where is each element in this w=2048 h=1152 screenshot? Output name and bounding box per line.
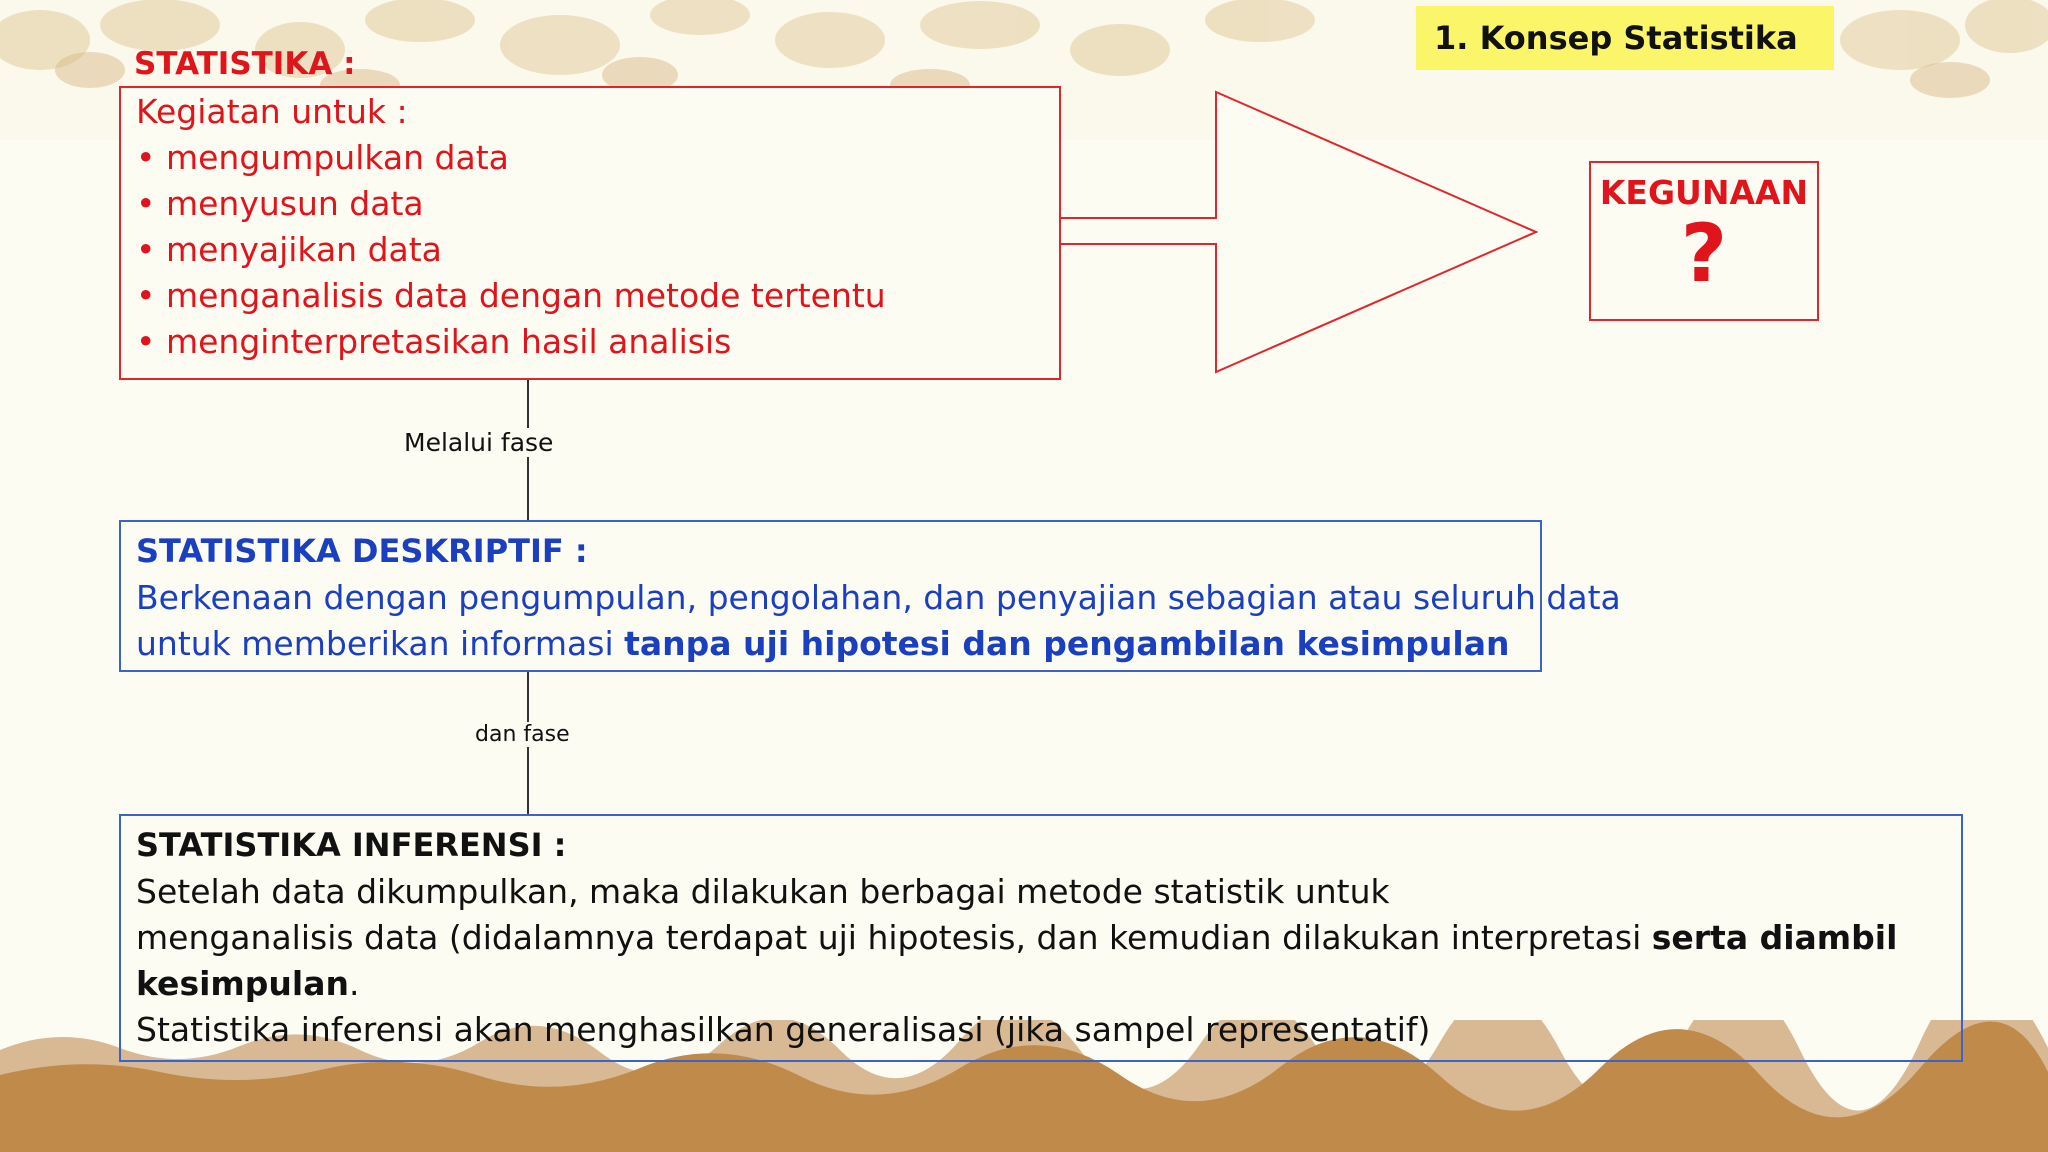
statistika-item — [136, 138, 509, 177]
statistika-definition-box — [119, 86, 1061, 380]
statistika-item — [136, 322, 731, 361]
inferensi-line2 — [136, 918, 1897, 957]
statistika-item-text: menginterpretasikan hasil analisis — [165, 322, 732, 361]
inferensi-line3-bold: kesimpulan — [136, 964, 349, 1003]
inferensi-line3-normal: . — [348, 964, 360, 1003]
bullet: • — [136, 138, 166, 177]
kegunaan-label: KEGUNAAN — [1599, 173, 1809, 212]
statistika-item — [136, 276, 886, 315]
deskriptif-line2-normal: untuk memberikan informasi — [136, 624, 625, 663]
statistika-intro: Kegiatan untuk : — [136, 92, 408, 131]
statistika-item-text: mengumpulkan data — [165, 138, 509, 177]
statistika-heading: STATISTIKA : — [134, 46, 356, 82]
statistika-item-text: menganalisis data dengan metode tertentu — [165, 276, 886, 315]
inferensi-line2-bold: serta diambil — [1651, 918, 1898, 957]
question-mark-icon: ? — [1680, 207, 1728, 300]
statistika-item-text: menyusun data — [165, 184, 424, 223]
right-arrow-shape — [1058, 88, 1538, 378]
bullet: • — [136, 276, 166, 315]
bullet: • — [136, 322, 166, 361]
deskriptif-line1: Berkenaan dengan pengumpulan, pengolahan, dan penyajian sebagian atau seluruh data — [136, 578, 1621, 617]
inferensi-line4: Statistika inferensi akan menghasilkan generalisasi (jika sampel representatif) — [136, 1010, 1431, 1049]
kegunaan-box — [1589, 161, 1819, 321]
statistika-inferensi-box — [119, 814, 1963, 1062]
connector-label-dan-fase: dan fase — [475, 722, 570, 747]
deskriptif-line2 — [136, 624, 1509, 663]
bullet: • — [136, 230, 166, 269]
inferensi-heading: STATISTIKA INFERENSI : — [136, 826, 567, 864]
inferensi-line3 — [136, 964, 359, 1003]
statistika-item — [136, 230, 442, 269]
connector-label-melalui-fase: Melalui fase — [404, 428, 554, 457]
inferensi-line2-normal: menganalisis data (didalamnya terdapat uji hipotesis, dan kemudian dilakukan interpretasi — [136, 918, 1652, 957]
inferensi-line1: Setelah data dikumpulkan, maka dilakukan berbagai metode statistik untuk — [136, 872, 1390, 911]
statistika-item — [136, 184, 424, 223]
statistika-deskriptif-box — [119, 520, 1621, 672]
slide-title-highlight — [1416, 6, 1834, 70]
bullet: • — [136, 184, 166, 223]
statistika-item-text: menyajikan data — [165, 230, 442, 269]
deskriptif-heading: STATISTIKA DESKRIPTIF : — [136, 532, 588, 570]
deskriptif-line2-bold: tanpa uji hipotesi dan pengambilan kesimpulan — [624, 624, 1510, 663]
slide-title: 1. Konsep Statistika — [1434, 19, 1798, 57]
